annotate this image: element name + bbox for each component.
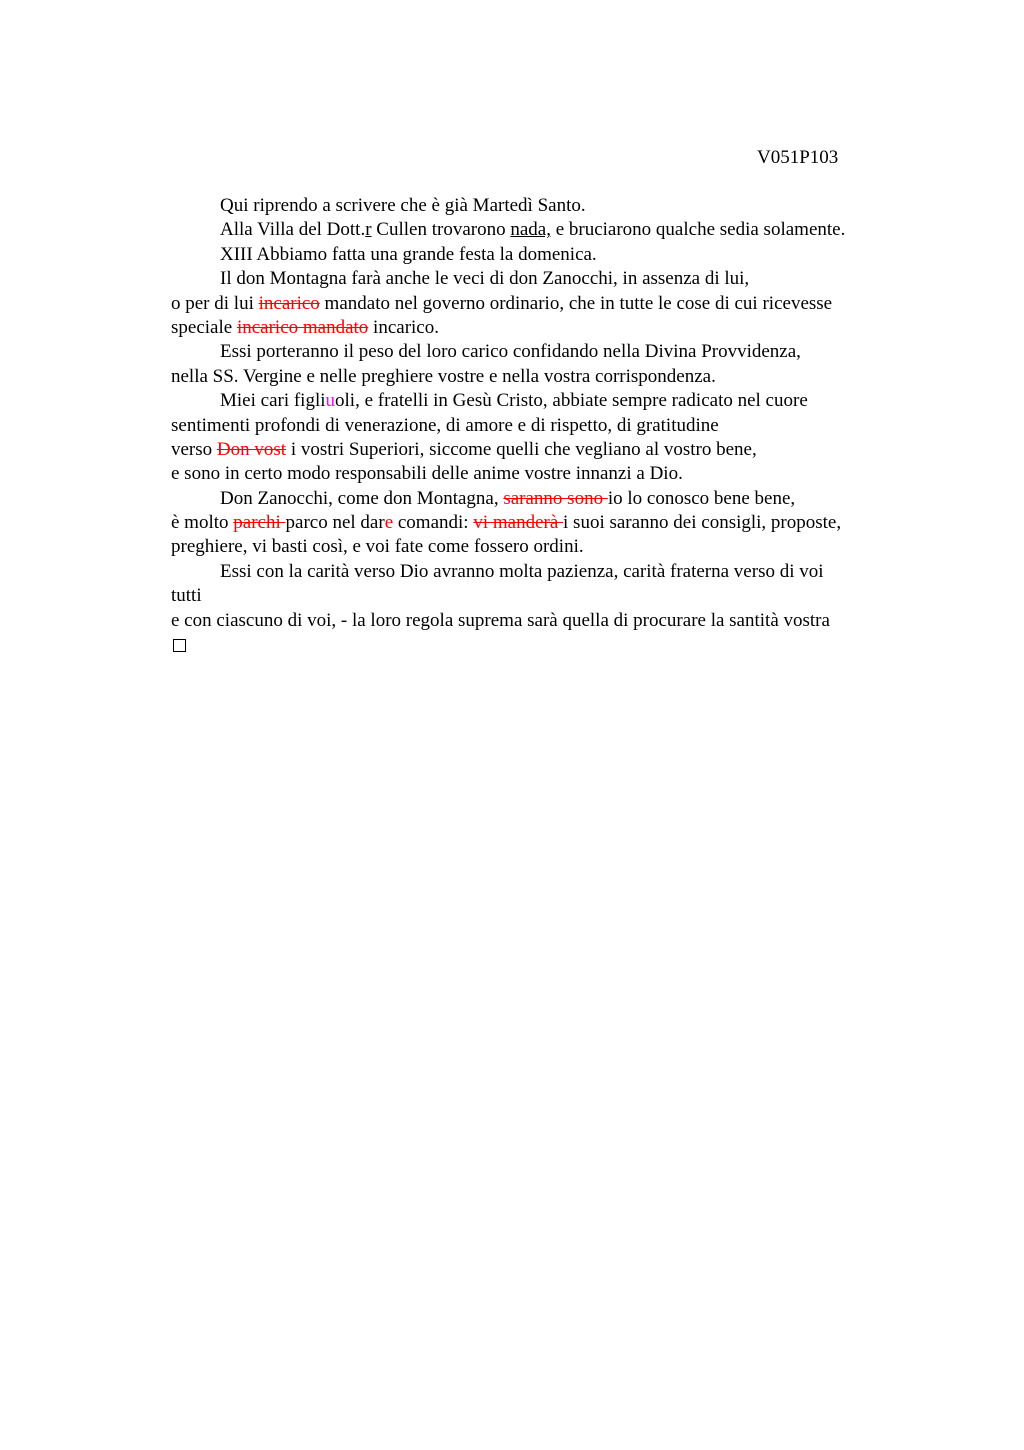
text-line-7: Essi porteranno il peso del loro carico confidando nella Divina Provvidenza, xyxy=(220,341,801,363)
page-id: V051P103 xyxy=(757,147,839,168)
text-line-17: tutti xyxy=(171,585,202,607)
text-segment: Cullen trovarono xyxy=(371,219,511,241)
text-segment: Don Zanocchi, come don Montagna, xyxy=(220,487,504,509)
text-segment: Alla Villa del Dott. xyxy=(220,219,366,241)
inserted-text: e xyxy=(384,512,394,534)
text-segment: i vostri Superiori, siccome quelli che vegliano al vostro bene, xyxy=(286,438,757,460)
inserted-text: u xyxy=(325,390,336,412)
text-line-12: e sono in certo modo responsabili delle anime vostre innanzi a Dio. xyxy=(171,463,683,485)
text-line-13 xyxy=(171,487,931,511)
text-segment: mandato nel governo ordinario, che in tutte le cose di cui ricevesse xyxy=(319,292,833,314)
document-body xyxy=(171,194,931,657)
text-line-11 xyxy=(171,438,931,462)
text-segment: speciale xyxy=(171,316,237,338)
text-line-19 xyxy=(171,633,931,657)
text-line-14 xyxy=(171,511,931,535)
text-line-10: sentimenti profondi di venerazione, di amore e di rispetto, di gratitudine xyxy=(171,414,719,436)
text-line-16: Essi con la carità verso Dio avranno molta pazienza, carità fraterna verso di voi xyxy=(220,560,824,582)
text-line-6 xyxy=(171,316,931,340)
deleted-text: parchi xyxy=(233,512,286,534)
text-segment: e bruciarono qualche sedia solamente. xyxy=(550,219,846,241)
text-segment: parco nel dar xyxy=(285,512,385,534)
text-line-8: nella SS. Vergine e nelle preghiere vostre e nella vostra corrispondenza. xyxy=(171,365,716,387)
checkbox-square-icon xyxy=(173,639,186,652)
underlined-text: r xyxy=(365,219,372,241)
deleted-text: incarico mandato xyxy=(236,316,369,338)
text-line-15: preghiere, vi basti così, e voi fate come fossero ordini. xyxy=(171,536,584,558)
text-segment: è molto xyxy=(171,512,234,534)
text-segment: incarico. xyxy=(368,316,439,338)
text-segment: oli, e fratelli in Gesù Cristo, abbiate sempre radicato nel cuore xyxy=(335,390,808,412)
deleted-text: Don vost xyxy=(216,438,287,460)
text-line-3: XIII Abbiamo fatta una grande festa la domenica. xyxy=(220,243,597,265)
text-segment: i suoi saranno dei consigli, proposte, xyxy=(563,512,842,534)
deleted-text: vi manderà xyxy=(473,512,564,534)
deleted-text: saranno sono xyxy=(503,487,608,509)
text-line-9 xyxy=(171,389,931,413)
text-line-4: Il don Montagna farà anche le veci di don Zanocchi, in assenza di lui, xyxy=(220,268,750,290)
text-segment: verso xyxy=(171,438,217,460)
text-segment: comandi: xyxy=(393,512,474,534)
text-line-2 xyxy=(171,218,931,242)
deleted-text: incarico xyxy=(258,292,320,314)
text-line-1: Qui riprendo a scrivere che è già Martedì Santo. xyxy=(220,195,586,216)
text-segment: o per di lui xyxy=(171,292,259,314)
text-segment: Miei cari figli xyxy=(220,390,326,412)
text-line-5 xyxy=(171,292,931,316)
text-segment: io lo conosco bene bene, xyxy=(607,487,796,509)
underlined-text: nada, xyxy=(510,219,551,241)
text-line-18: e con ciascuno di voi, - la loro regola suprema sarà quella di procurare la santità vostra xyxy=(171,609,830,631)
